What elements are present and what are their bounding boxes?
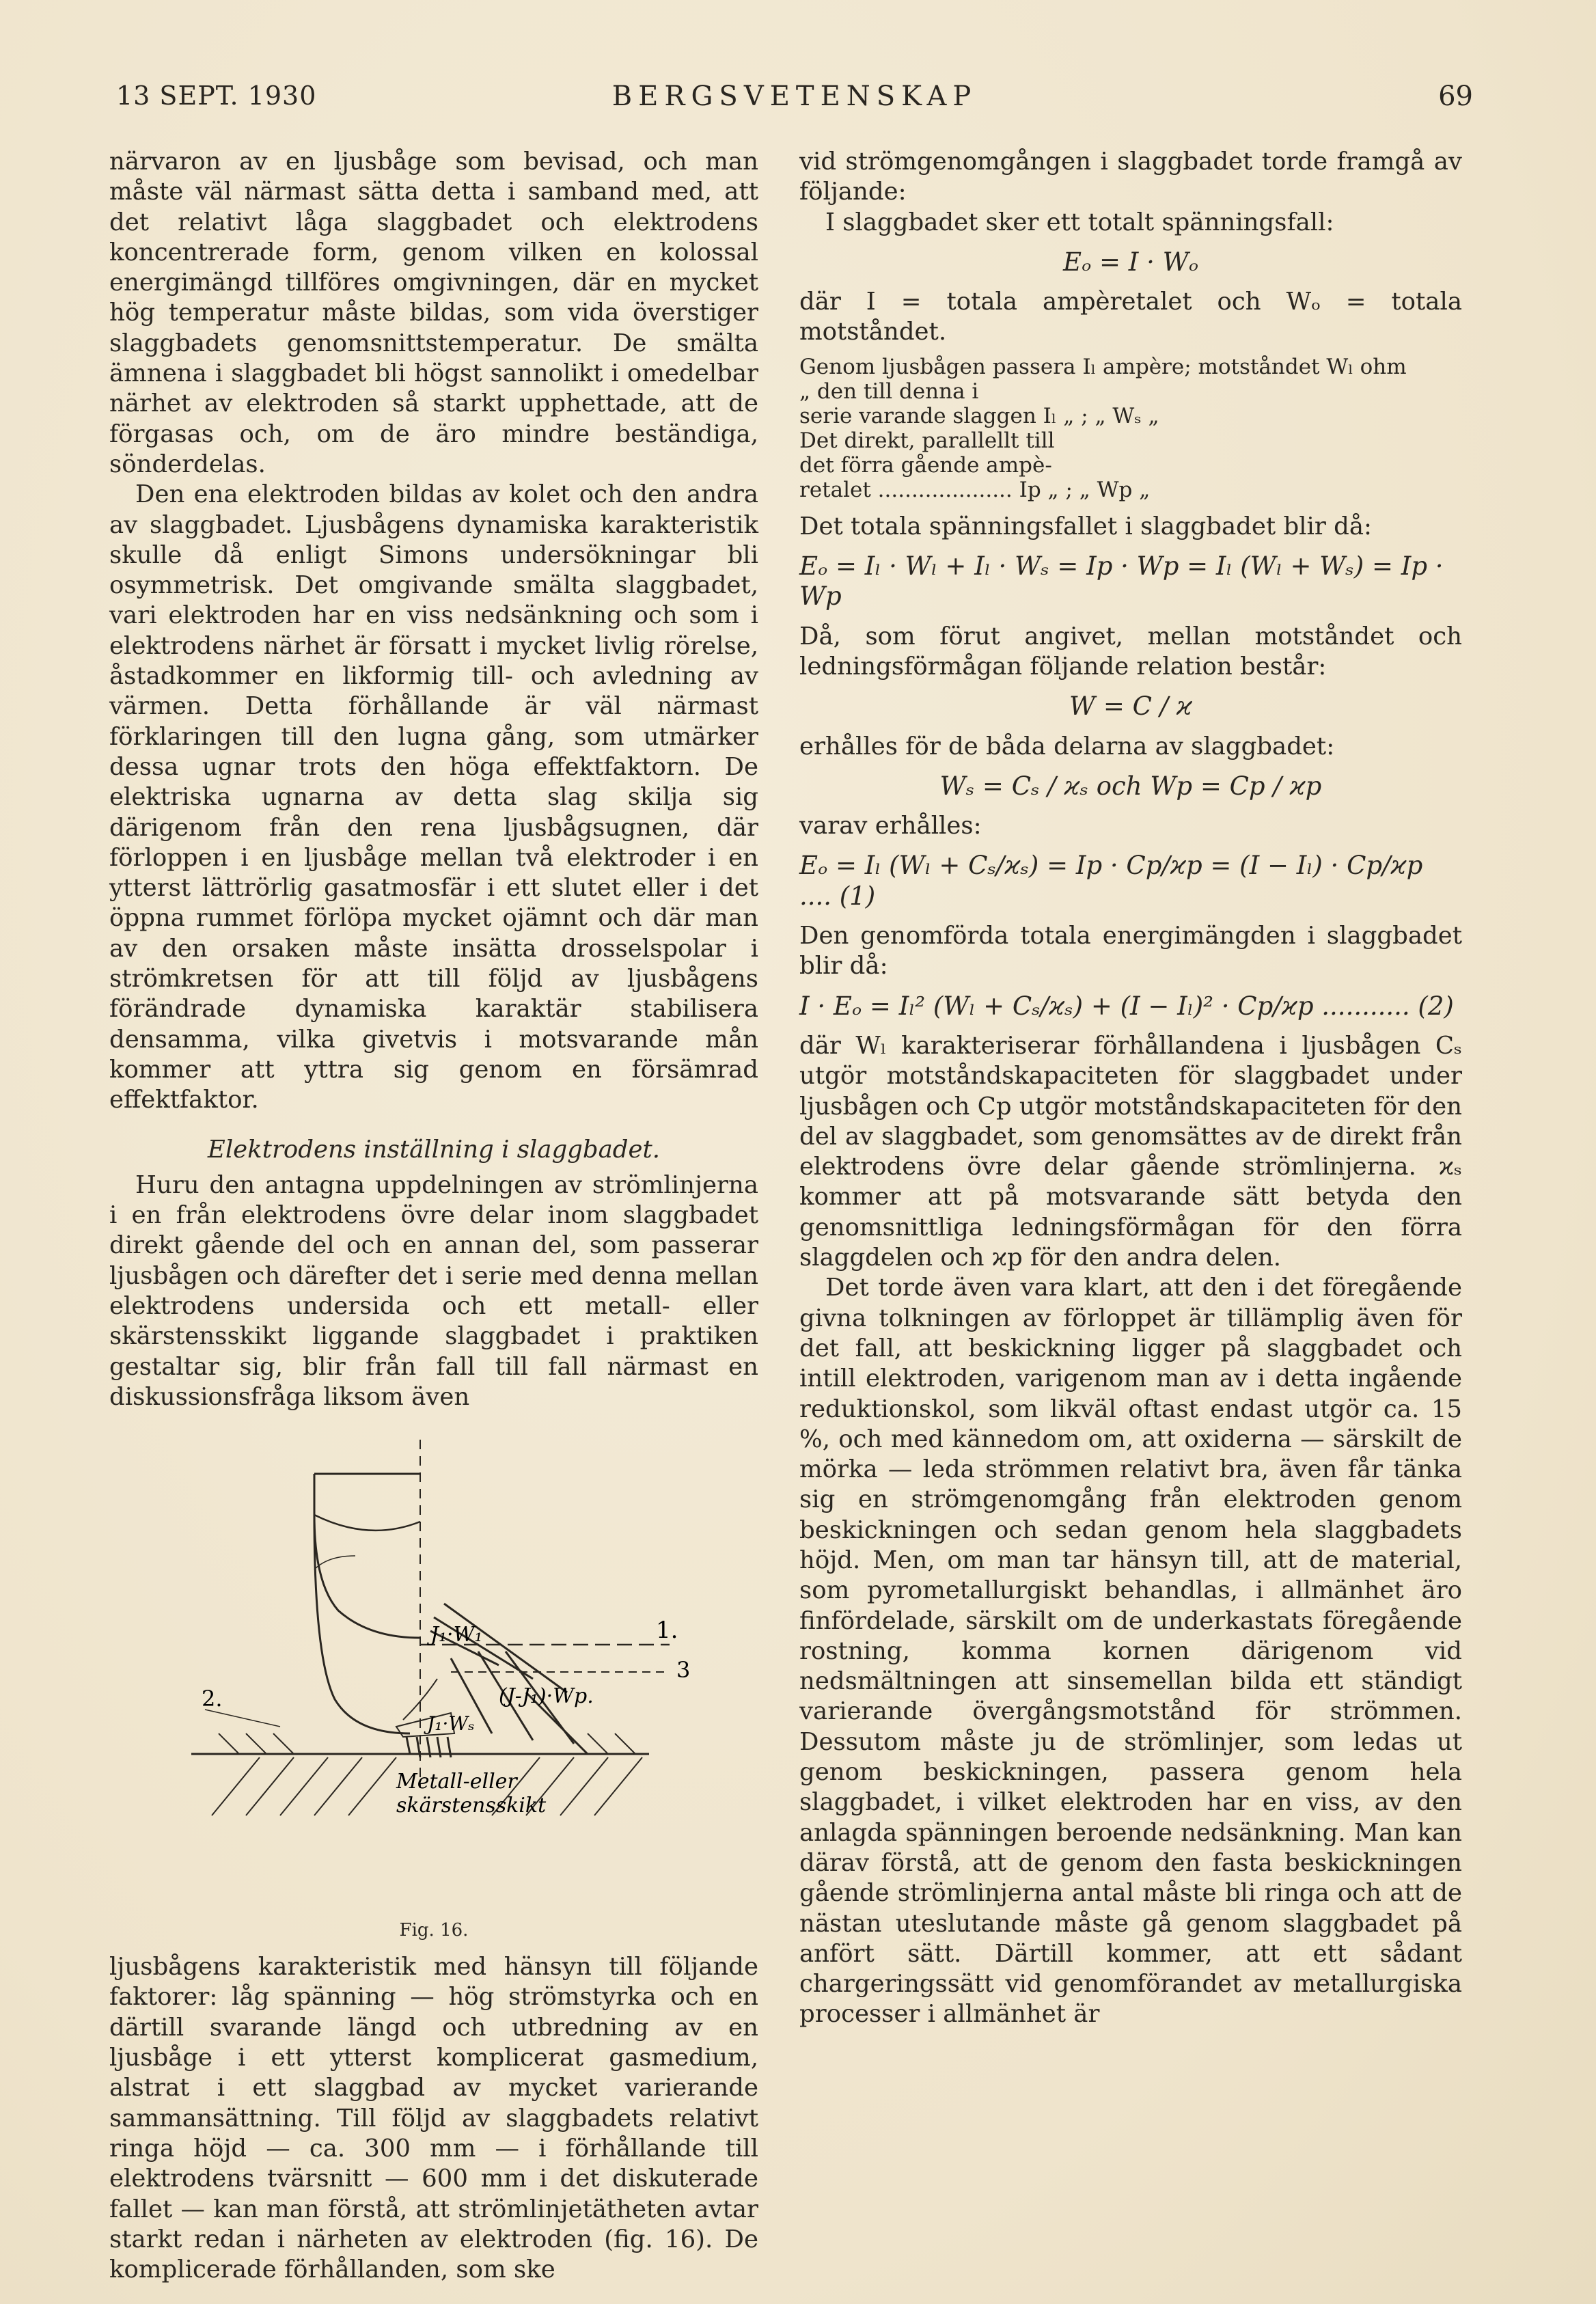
paragraph: ljusbågens karakteristik med hänsyn till följande faktorer: låg spänning — hög strömstyrka och en därtill svarande längd och utbredning av en ljusbåge i ett ytterst komplicerat gasmedium, alstrat i ett slaggbad av mycket varierande sammansättning. Till följd av slaggbadets relativt ringa höjd — ca. 300 mm — i förhållande till elektrodens tvärsnitt — 600 mm i det diskuterade fallet — kan man förstå, att strömlinjetätheten avtar starkt redan i närheten av elektroden (fig. 16). De komplicerade förhållanden, som ske [109, 1953, 758, 2284]
equation: Eₒ = Iₗ · Wₗ + Iₗ · Wₛ = Ip · Wp = Iₗ (Wₗ + Wₛ) = Ip · Wp [799, 551, 1444, 612]
definition-line: Genom ljusbågen passera Iₗ ampère; motståndet Wₗ ohm [799, 354, 1407, 379]
figure-caption: Fig. 16. [399, 1919, 469, 1940]
left-column [109, 147, 758, 2285]
definition-line: Det direkt, parallellt till [799, 428, 1055, 453]
paragraph: Det torde även vara klart, att den i det föregående givna tolkningen av förloppet är tillämplig även för det fall, att beskickning ligger på slaggbadet och intill elektroden, varigenom man av i detta ingående reduktionskol, som likväl oftast endast utgör ca. 15 %, och med kännedom om, att oxiderna — särskilt de mörka — leda strömmen relativt bra, även får tänka sig en strömgenomgång från elektroden genom beskickningen och sedan genom hela slaggbadets höjd. Men, om man tar hänsyn till, att de material, som pyrometallurgiskt behandlas, i allmänhet äro finfördelade, särskilt om de underkastats föregående rostning, komma kornen därigenom vid nedsmältningen att sinsemellan bilda ett ständigt varierande övergångsmotstånd för strömmen. Dessutom måste ju de strömlinjer, som ledas ut genom beskickningen, passera genom hela slaggbadet, i vilket elektroden har en viss, av den anlagda spänningen beroende nedsänkning. Man kan därav förstå, att de genom den fasta beskickningen gående strömlinjerna antal måste bli ringa och att de nästan uteslutande måste gå genom slaggbadet på anfört sätt. Därtill kommer, att ett sådant chargeringssätt vid genomförandet av metallurgiska processer i allmänhet är [799, 1274, 1462, 2029]
equation: Wₛ = Cₛ / ϰₛ och Wp = Cp / ϰp [939, 771, 1322, 801]
paragraph: närvaron av en ljusbåge som bevisad, och man måste väl närmast sätta detta i samband med, att det relativt låga slaggbadet och elektrodens koncentrerade form, genom vilken en kolossal energimängd tillföres omgivningen, där en mycket hög temperatur måste bildas, som vida överstiger slaggbadets genomsnittstemperatur. De smälta ämnena i slaggbadet bli högst sannolikt i omedelbar närhet av elektroden så starkt upphettade, att de förgasas och, om de äro mindre beständiga, sönderdelas. [109, 148, 758, 478]
definition-line: serie varande slaggen Iₗ „ ; „ Wₛ „ [799, 403, 1159, 428]
paragraph: Den ena elektroden bildas av kolet och den andra av slaggbadet. Ljusbågens dynamiska karakteristik skulle då enligt Simons undersökningar bli osymmetrisk. Det omgivande smälta slaggbadet, vari elektroden har en viss nedsänkning och som i elektrodens närhet är försatt i mycket livlig rörelse, åstadkommer en likformig till- och avledning av värmen. Detta förhållande är väl närmast förklaringen till den lugna gång, som utmärker dessa ugnar trots den höga effektfaktorn. De elektriska ugnarna av detta slag skilja sig därigenom från den rena ljusbågsugnen, där förloppen i en ljusbåge mellan två elektroder i en ytterst lättrörlig gasatmosfär i ett slutet eller i det öppna rummet förlöpa mycket ojämnt och där man av den orsaken måste insätta drosselspolar i strömkretsen för att till följd av ljusbågens förändrade dynamiska karaktär stabilisera densamma, vilka givetvis i motsvarande mån kommer att yttra sig genom en försämrad effektfaktor. [109, 480, 758, 1114]
issue-date: 13 SEPT. 1930 [116, 81, 317, 111]
definition-list [799, 355, 1462, 502]
label-electrode-2: 2. [202, 1686, 223, 1712]
paragraph: erhålles för de båda delarna av slaggbadet: [799, 732, 1335, 760]
definition-line: „ den till denna i [799, 379, 979, 404]
label-j1-w1: J₁·W₁ [430, 1623, 483, 1647]
page-header [116, 81, 1473, 122]
paragraph: där Wₗ karakteriserar förhållandena i ljusbågen Cₛ utgör motståndskapaciteten för slaggbadet under ljusbågen och Cp utgör motståndskapaciteten för den del av slaggbadet, som genomsättes av de direkt från elektrodens övre delar gående strömlinjerna. ϰₛ kommer att på motsvarande sätt betyda den genomsnittliga ledningsförmågan för den förra slaggdelen och ϰp för den andra delen. [799, 1031, 1462, 1272]
electrode-diagram [109, 1433, 758, 1952]
page-number: 69 [1438, 81, 1473, 112]
right-column [799, 147, 1462, 2030]
definition-line: retalet .................... Ip „ ; „ Wp „ [799, 477, 1151, 502]
paragraph: där I = totala ampèretalet och Wₒ = totala motståndet. [799, 288, 1462, 346]
paragraph: varav erhålles: [799, 812, 982, 840]
label-j1-ws: J₁·Wₛ [427, 1712, 475, 1736]
paragraph: vid strömgenomgången i slaggbadet torde framgå av följande: [799, 148, 1462, 206]
equation: Eₒ = I · Wₒ [1063, 247, 1198, 277]
label-j-j1-wp: (J-J₁)·Wp. [499, 1684, 594, 1709]
equation: Eₒ = Iₗ (Wₗ + Cₛ/ϰₛ) = Ip · Cp/ϰp = (I − Iₗ) · Cp/ϰp .... (1) [799, 851, 1423, 911]
paragraph: Huru den antagna uppdelningen av strömlinjerna i en från elektrodens övre delar inom slaggbadet direkt gående del och en annan del, som passerar ljusbågen och därefter det i serie med denna mellan elektrodens undersida och ett metall- eller skärstensskikt liggande slaggbadet i praktiken gestaltar sig, blir från fall till fall närmast en diskussionsfråga liksom även [109, 1170, 758, 1411]
equation: W = C / ϰ [1069, 691, 1192, 722]
equation: I · Eₒ = Iₗ² (Wₗ + Cₛ/ϰₛ) + (I − Iₗ)² · Cp/ϰp ........... (2) [799, 991, 1454, 1021]
paragraph: Det totala spänningsfallet i slaggbadet blir då: [799, 512, 1372, 540]
figure-16 [109, 1433, 758, 1952]
journal-title: BERGSVETENSKAP [611, 81, 978, 112]
label-metal-layer: Metall-eller [396, 1770, 517, 1794]
definition-line: det förra gående ampè- [799, 452, 1052, 478]
paragraph: I slaggbadet sker ett totalt spänningsfall: [825, 208, 1334, 236]
label-matte-layer: skärstensskikt [396, 1794, 547, 1818]
paragraph: Den genomförda totala energimängden i slaggbadet blir då: [799, 922, 1462, 980]
label-slag-surface-1: 1. [656, 1617, 678, 1645]
label-level-3: 3 [676, 1657, 691, 1684]
section-title: Elektrodens inställning i slaggbadet. [207, 1135, 661, 1164]
paragraph: Då, som förut angivet, mellan motståndet och ledningsförmågan följande relation består: [799, 622, 1462, 681]
